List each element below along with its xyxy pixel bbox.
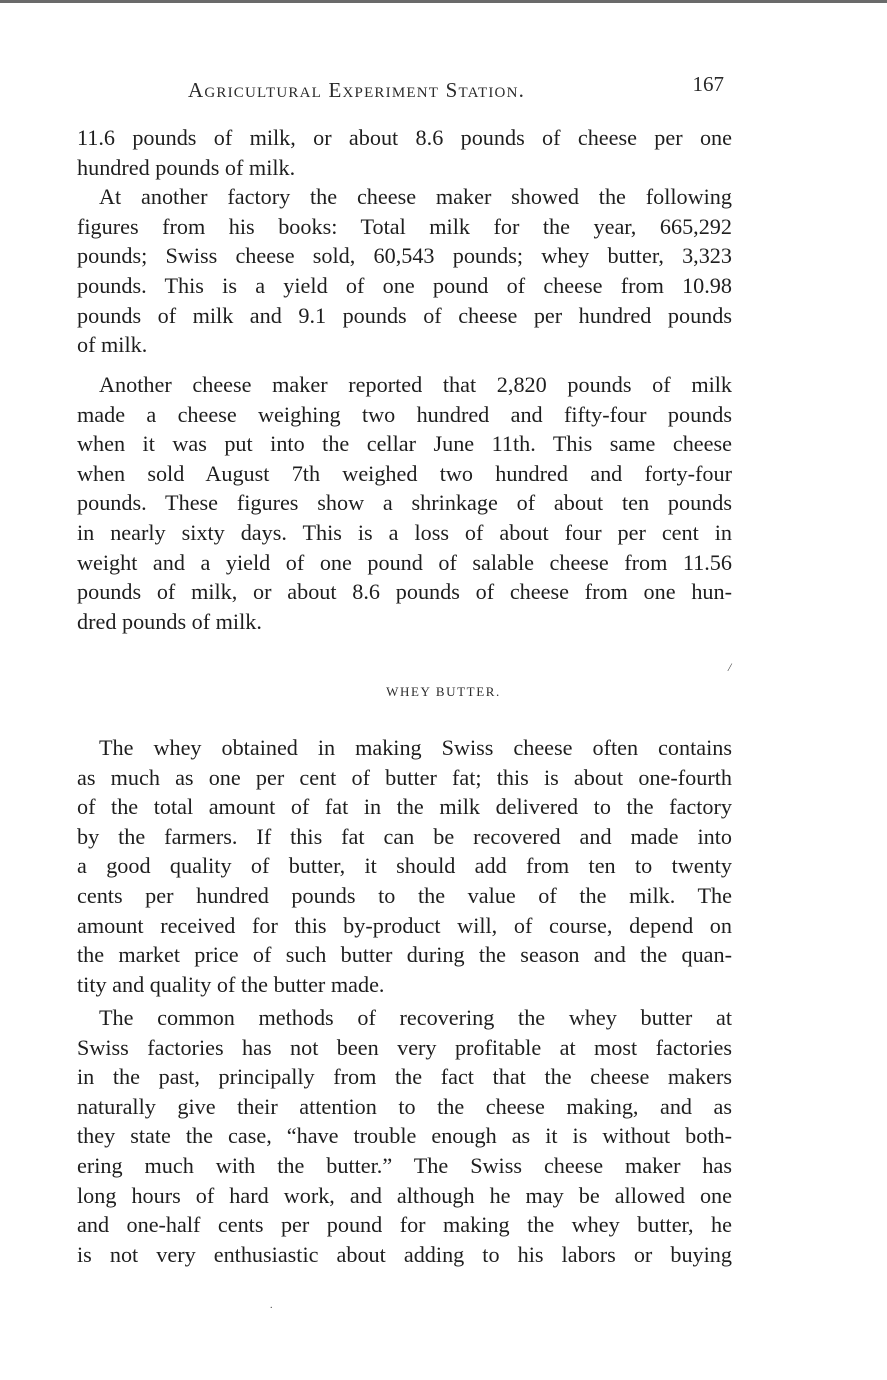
top-edge-rule: [0, 0, 887, 3]
text-line: pounds of milk, or about 8.6 pounds of cheese from one hun-: [77, 579, 732, 605]
text-line: by the farmers. If this fat can be recovered and made into: [77, 823, 732, 849]
stray-ink-dot: .: [270, 1300, 273, 1311]
stray-ink-mark: /: [728, 660, 732, 674]
text-line: pounds of milk and 9.1 pounds of cheese per hundred pounds: [77, 302, 732, 328]
text-line: in nearly sixty days. This is a loss of about four per cent in: [77, 519, 732, 545]
text-line: in the past, principally from the fact that the cheese makers: [77, 1064, 732, 1090]
text-line: the market price of such butter during the season and the quan-: [77, 942, 732, 968]
text-line: when sold August 7th weighed two hundred and forty-four: [77, 460, 732, 486]
text-line: Another cheese maker reported that 2,820 pounds of milk: [99, 372, 732, 397]
text-line: as much as one per cent of butter fat; this is about one-fourth: [77, 764, 732, 790]
text-line: of the total amount of fat in the milk delivered to the factory: [77, 794, 732, 820]
page-number: 167: [692, 72, 724, 96]
text-line: ering much with the butter.” The Swiss cheese maker has: [77, 1152, 732, 1178]
paragraph-continued: [77, 123, 732, 360]
text-line: weight and a yield of one pound of salable cheese from 11.56: [77, 549, 732, 575]
text-line: is not very enthusiastic about adding to his labors or buying: [77, 1241, 732, 1267]
text-line: pounds. This is a yield of one pound of cheese from 10.98: [77, 272, 732, 298]
text-line: made a cheese weighing two hundred and fifty-four pounds: [77, 401, 732, 427]
text-line: The common methods of recovering the whey butter at: [99, 1005, 732, 1030]
text-line: long hours of hard work, and although he may be allowed one: [77, 1182, 732, 1208]
text-line: they state the case, “have trouble enough as it is without both-: [77, 1123, 732, 1149]
running-head: [76, 72, 736, 106]
text-line: Swiss factories has not been very profitable at most factories: [77, 1034, 732, 1060]
text-line: when it was put into the cellar June 11th. This same cheese: [77, 431, 732, 457]
paragraph-cheese-maker-report: [77, 370, 732, 636]
text-line: figures from his books: Total milk for the year, 665,292: [77, 213, 732, 239]
text-line: pounds. These figures show a shrinkage of about ten pounds: [77, 490, 732, 516]
text-line: amount received for this by-product will, of course, depend on: [77, 912, 732, 938]
text-line: a good quality of butter, it should add from ten to twenty: [77, 853, 732, 879]
text-line: 11.6 pounds of milk, or about 8.6 pounds of cheese per one: [77, 125, 732, 150]
text-line: hundred pounds of milk.: [77, 154, 296, 180]
paragraph-whey-fat: [77, 733, 732, 999]
text-line: naturally give their attention to the cheese making, and as: [77, 1093, 732, 1119]
paragraph-recovery-methods: [77, 1003, 732, 1269]
text-line: tity and quality of the butter made.: [77, 971, 385, 997]
text-line: pounds; Swiss cheese sold, 60,543 pounds; whey butter, 3,323: [77, 243, 732, 269]
text-line: At another factory the cheese maker showed the following: [99, 184, 732, 210]
text-line: of milk.: [77, 332, 148, 358]
running-head-title: Agricultural Experiment Station.: [188, 78, 526, 102]
text-line: cents per hundred pounds to the value of the milk. The: [77, 882, 732, 908]
section-heading: WHEY BUTTER.: [386, 684, 501, 699]
text-line: and one-half cents per pound for making the whey butter, he: [77, 1212, 732, 1238]
text-line: dred pounds of milk.: [77, 608, 262, 634]
text-line: The whey obtained in making Swiss cheese often contains: [99, 735, 732, 760]
